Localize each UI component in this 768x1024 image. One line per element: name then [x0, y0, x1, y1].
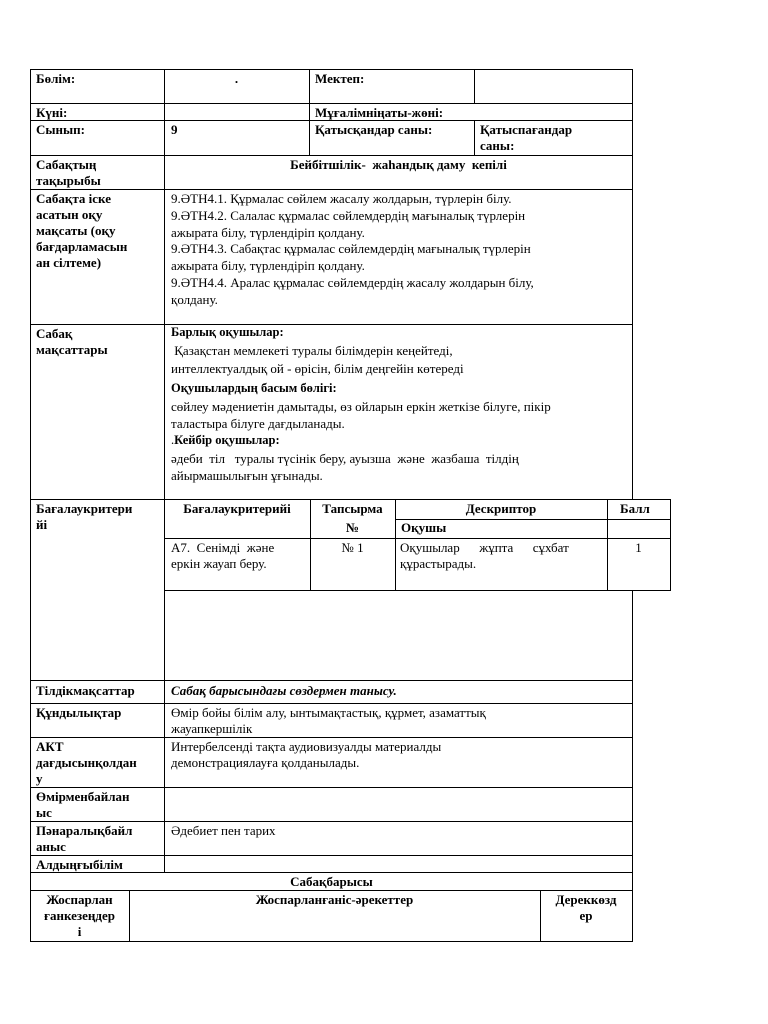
- goals-some-heading: .Кейбір оқушылар:: [171, 433, 280, 447]
- goals-most-line: таластыра білуге дағдыланады.: [171, 416, 345, 431]
- goals-some-line: айырмашылығын ұғынады.: [171, 468, 323, 483]
- goals-most-line: сөйлеу мәдениетін дамытады, өз ойларын еркін жеткізе білуге, пікір: [171, 399, 551, 414]
- absent-count-label: Қатыспағандар саны:: [480, 122, 573, 153]
- program-objectives-list: [171, 191, 534, 309]
- cross-curricular-value: Әдебиет пен тарих: [171, 823, 276, 838]
- values-text: Өмір бойы білім алу, ынтымақтастық, құрмет, азаматтық жауапкершілік: [171, 705, 486, 736]
- lesson-topic: Бейбітшілік- жаһандық даму кепілі: [290, 157, 507, 172]
- lesson-goals-label: Сабақ мақсаттары: [36, 326, 108, 357]
- life-connection-label: Өмірменбайлан ыс: [36, 789, 130, 820]
- score-cell: 1: [635, 540, 642, 555]
- goals-all-line: Қазақстан мемлекеті туралы білімдерін кеңейтеді,: [171, 343, 453, 358]
- language-objectives-label: Тілдікмақсаттар: [36, 683, 135, 698]
- language-objectives-value: Сабақ барысындағы сөздермен танысу.: [171, 683, 397, 698]
- score-header: Балл: [620, 501, 650, 516]
- topic-label: Сабақтың тақырыбы: [36, 157, 101, 188]
- criterion-cell: А7. Сенімді және еркін жауап беру.: [171, 540, 275, 571]
- list-item: ажырата білу, түрлендіріп қолдану.: [171, 258, 365, 274]
- planned-stages-header: Жоспарлан ғанкезеңдер і: [44, 892, 115, 939]
- section-label: Бөлім:: [36, 71, 76, 86]
- class-value: 9: [171, 122, 178, 137]
- class-label: Сынып:: [36, 122, 85, 137]
- student-subheader: Оқушы: [401, 520, 447, 535]
- prior-knowledge-label: Алдыңғыбілім: [36, 857, 123, 872]
- lesson-process-title: Сабақбарысы: [290, 874, 373, 889]
- program-objectives-label: Сабақта іске асатын оқу мақсаты (оқу бағдарламасын ан сілтеме): [36, 191, 128, 270]
- list-item: 9.ӘТН4.4. Аралас құрмалас сөйлемдердің жасалу жолдарын білу,: [171, 274, 534, 290]
- descriptor-cell: Оқушылар жұпта сұхбат құрастырады.: [400, 540, 569, 571]
- cross-curricular-label: Пәнаралықбайл аныс: [36, 823, 133, 854]
- date-label: Күні:: [36, 105, 68, 120]
- present-count-label: Қатысқандар саны:: [315, 122, 433, 137]
- goals-all-heading: Барлық оқушылар:: [171, 325, 284, 339]
- task-number-header: Тапсырма №: [322, 501, 383, 535]
- goals-some-line: әдеби тіл туралы түсінік беру, ауызша және жазбаша тілдің: [171, 451, 519, 466]
- assessment-label: Бағалаукритери йі: [36, 501, 133, 532]
- criterion-header: Бағалаукритерийі: [183, 501, 291, 516]
- sources-header: Дереккөзд ер: [555, 892, 617, 923]
- list-item: 9.ӘТН4.3. Сабақтас құрмалас сөйлемдердің мағыналық түрлерін: [171, 241, 531, 257]
- descriptor-header: Дескриптор: [465, 501, 537, 516]
- list-item: ажырата білу, түрлендіріп қолдану.: [171, 224, 365, 240]
- goals-most-heading: Оқушылардың басым бөлігі:: [171, 381, 337, 395]
- ict-skills-label: АКТ дағдысынқолдан у: [36, 739, 137, 786]
- list-item: қолдану.: [171, 291, 218, 307]
- values-label: Құндылықтар: [36, 705, 122, 720]
- list-item: 9.ӘТН4.1. Құрмалас сөйлем жасалу жолдарын, түрлерін білу.: [171, 191, 512, 206]
- list-item: 9.ӘТН4.2. Салалас құрмалас сөйлемдердің мағыналық түрлерін: [171, 207, 526, 223]
- planned-actions-header: Жоспарланғаніс-әрекеттер: [255, 892, 414, 907]
- task-number-cell: № 1: [341, 540, 364, 555]
- goals-all-line: интеллектуалдық ой - өрісін, білім деңгейін көтереді: [171, 361, 464, 376]
- ict-skills-text: Интербелсенді тақта аудиовизуалды материалды демонстрациялауға қолданылады.: [171, 739, 442, 770]
- teacher-name-label: Мұғалімніңаты-жөні:: [315, 105, 444, 120]
- section-value: .: [234, 71, 239, 86]
- school-label: Мектеп:: [315, 71, 365, 86]
